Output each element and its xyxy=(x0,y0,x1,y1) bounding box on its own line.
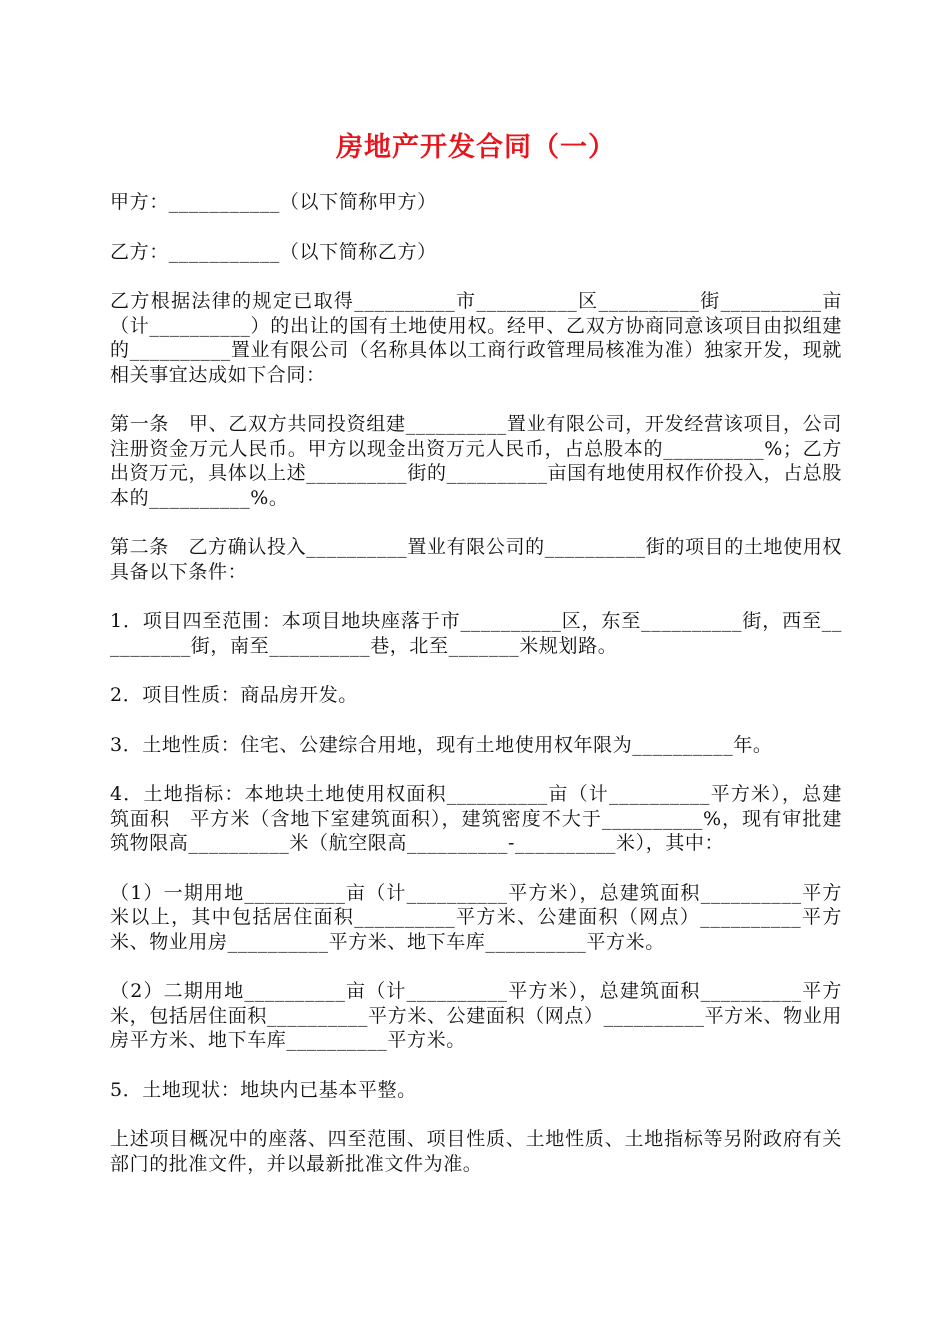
closing-paragraph: 上述项目概况中的座落、四至范围、项目性质、土地性质、土地指标等另附政府有关部门的批准文件，并以最新批准文件为准。 xyxy=(110,1128,842,1175)
item-2-nature: 2．项目性质：商品房开发。 xyxy=(110,684,358,706)
item-4-land-indicators: 4．土地指标：本地块土地使用权面积__________亩（计__________平方米），总建筑面积 平方米（含地下室建筑面积），建筑密度不大于__________%，现有审批建筑物限高__________米（航空限高__________-__________米），其中： xyxy=(110,783,842,854)
party-b-line: 乙方：___________（以下简称乙方） xyxy=(110,240,437,263)
phase-2-land: （2）二期用地__________亩（计__________平方米），总建筑面积__________平方米，包括居住面积__________平方米、公建面积（网点）__________平方米、物业用房平方米、地下车库__________平方米。 xyxy=(110,980,842,1051)
article-1-paragraph: 第一条 甲、乙双方共同投资组建__________置业有限公司，开发经营该项目，公司注册资金万元人民币。甲方以现金出资万元人民币，占总股本的__________%；乙方出资万元，具体以上述__________街的__________亩国有地使用权作价投入，占总股本的__________%。 xyxy=(110,413,842,509)
item-5-land-status: 5．土地现状：地块内已基本平整。 xyxy=(110,1078,417,1101)
item-1-scope: 1．项目四至范围：本项目地块座落于市__________区，东至__________街，西至__________街，南至__________巷，北至_______米规划路。 xyxy=(110,610,842,657)
document-page xyxy=(110,128,842,1201)
document-title: 房地产开发合同（一） xyxy=(336,132,616,163)
article-2-paragraph: 第二条 乙方确认投入__________置业有限公司的__________街的项目的土地使用权具备以下条件： xyxy=(110,536,842,583)
phase-1-land: （1）一期用地__________亩（计__________平方米），总建筑面积__________平方米以上，其中包括居住面积__________平方米、公建面积（网点）__________平方米、物业用房__________平方米、地下车库__________平方米。 xyxy=(110,881,842,953)
preamble-paragraph: 乙方根据法律的规定已取得__________市__________区__________街__________亩（计__________）的出让的国有土地使用权。经甲、乙双方协商同意该项目由拟组建的__________置业有限公司（名称具体以工商行政管理局核准为准）独家开发，现就相关事宜达成如下合同： xyxy=(110,290,842,386)
item-3-land-nature: 3．土地性质：住宅、公建综合用地，现有土地使用权年限为__________年。 xyxy=(110,733,773,756)
party-a-line: 甲方：___________（以下简称甲方） xyxy=(110,191,437,213)
